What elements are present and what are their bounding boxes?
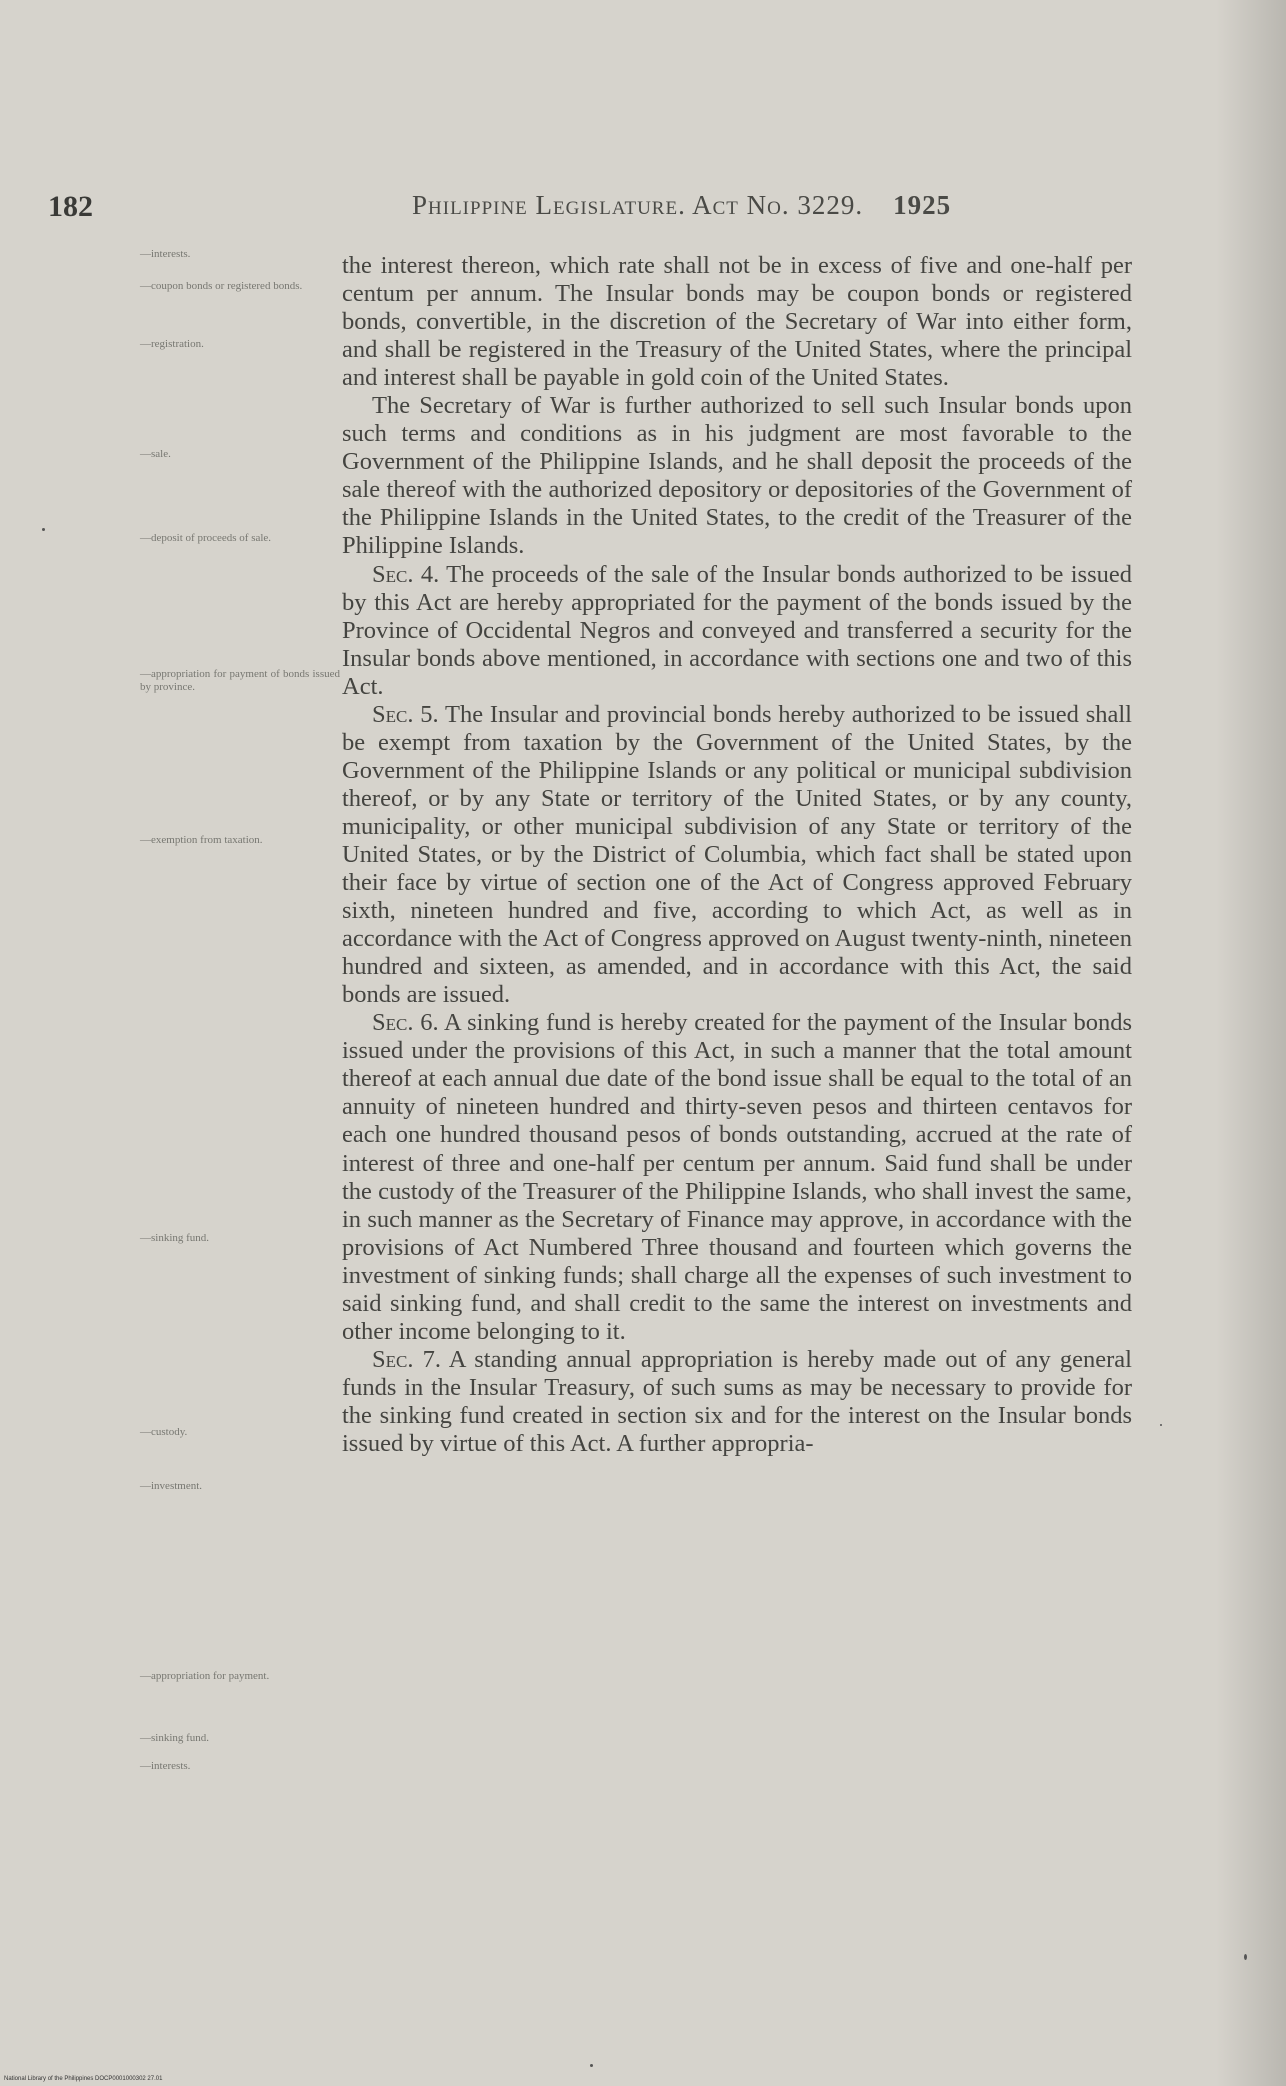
margin-note: —custody. [140, 1426, 188, 1438]
paragraph-text: the interest thereon, which rate shall not be in excess of five and one-half per centum per annum. The Insular bonds may be coupon bonds or registered bonds, convertible, in the discretion of the Secretary of War into either form, and shall be registered in the Treasury of the United States, where the principal and interest shall be payable in gold coin of the United States. [342, 252, 1132, 392]
scan-speck [1160, 1424, 1162, 1426]
paragraph-text: The proceeds of the sale of the Insular bonds authorized to be issued by this Act are hereby appropriated for the payment of the bonds issued by the Province of Occidental Negros and conveyed and transferred a security for the Insular bonds above mentioned, in accordance with sections one and two of this Act. [342, 560, 1132, 700]
paragraph-text: The Secretary of War is further authorized to sell such Insular bonds upon such terms and conditions as in his judgment are most favorable to the Government of the Philippine Islands, and he shall deposit the proceeds of the sale thereof with the authorized depository or depositories of the Government of the Philippine Islands in the United States, to the credit of the Treasurer of the Philippine Islands. [342, 392, 1132, 560]
margin-note: —appropriation for payment. [140, 1670, 270, 1682]
running-title [412, 190, 951, 221]
paragraph [342, 252, 1132, 392]
section-label: Sec. 4. [372, 560, 440, 588]
running-title-year: 1925 [893, 190, 952, 220]
footer-credit: National Library of the Philippines DOCP0001000302 27.01 [4, 2076, 163, 2082]
section-label: Sec. 7. [372, 1345, 441, 1373]
margin-note: —sinking fund. [140, 1232, 210, 1244]
section-paragraph [342, 701, 1132, 1010]
margin-note: —sinking fund. [140, 1732, 210, 1744]
paragraph-text: The Insular and provincial bonds hereby authorized to be issued shall be exempt from taxation by the Government of the United States, by the Government of the Philippine Islands or any political or municipal subdivision thereof, or by any State or territory of the United States, or by any county, municipality, or other municipal subdivision of any State or territory of the United States, or by the District of Columbia, which fact shall be stated upon their face by virtue of section one of the Act of Congress approved February sixth, nineteen hundred and five, according to which Act, as well as in accordance with the Act of Congress approved on August twenty-ninth, nineteen hundred and sixteen, as amended, and in accordance with this Act, the said bonds are issued. [342, 700, 1132, 1009]
section-label: Sec. 6. [372, 1009, 439, 1037]
section-paragraph [342, 1346, 1132, 1458]
margin-note: —exemption from taxation. [140, 834, 263, 846]
margin-note: —interests. [140, 1760, 191, 1772]
page-header [0, 190, 1286, 230]
margin-note: —appropriation for payment of bonds issued by province. [140, 668, 340, 693]
section-paragraph [342, 1009, 1132, 1346]
body-text [342, 252, 1132, 1458]
paragraph-text: A sinking fund is hereby created for the payment of the Insular bonds issued under the provisions of this Act, in such a manner that the total amount thereof at each annual due date of the bond issue shall be equal to the total of an annuity of nineteen hundred and thirty-seven pesos and thirteen centavos for each one hundred thousand pesos of bonds outstanding, accrued at the rate of interest of three and one-half per centum per annum. Said fund shall be under the custody of the Treasurer of the Philippine Islands, who shall invest the same, in such manner as the Secretary of Finance may approve, in accordance with the provisions of Act Numbered Three thousand and fourteen which governs the investment of sinking funds; shall charge all the expenses of such investment to said sinking fund, and shall credit to the same the interest on investments and other income belonging to it. [342, 1009, 1132, 1345]
margin-note: —coupon bonds or registered bonds. [140, 280, 303, 292]
page-number: 182 [48, 190, 93, 223]
scan-speck [42, 528, 45, 531]
scan-edge-shadow [1216, 0, 1286, 2086]
margin-note: —deposit of proceeds of sale. [140, 532, 272, 544]
scan-speck [590, 2064, 593, 2067]
running-title-text: Philippine Legislature. Act No. 3229. [412, 190, 864, 220]
margin-note: —registration. [140, 338, 204, 350]
margin-note: —interests. [140, 248, 191, 260]
scan-speck [1244, 1954, 1247, 1960]
margin-note: —sale. [140, 448, 171, 460]
section-label: Sec. 5. [372, 700, 439, 728]
margin-note: —investment. [140, 1480, 203, 1492]
paragraph-text: A standing annual appropriation is hereby made out of any general funds in the Insular Treasury, of such sums as may be necessary to provide for the sinking fund created in section six and for the interest on the Insular bonds issued by virtue of this Act. A further appropria- [342, 1345, 1132, 1457]
paragraph [342, 392, 1132, 560]
section-paragraph [342, 561, 1132, 701]
